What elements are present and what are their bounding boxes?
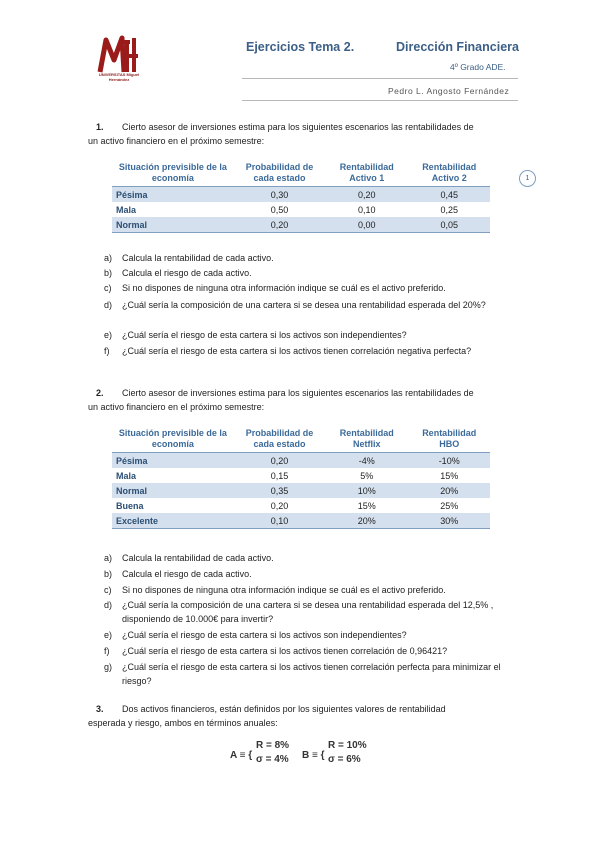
item-letter: c) xyxy=(104,283,112,293)
list-item xyxy=(104,251,524,265)
cell: 10% xyxy=(325,483,408,498)
table-row xyxy=(112,498,490,513)
table-row xyxy=(112,187,490,203)
list-item xyxy=(104,551,524,565)
table-row xyxy=(112,468,490,483)
item-text: ¿Cuál sería la composición de una cartera si se desea una rentabilidad esperada del 12,5% , disponiendo de 10.000€ para invertir? xyxy=(122,600,494,624)
cell: 0,10 xyxy=(234,513,325,529)
item-letter: b) xyxy=(104,569,113,579)
item-letter: a) xyxy=(104,253,113,263)
subject-title: Dirección Financiera xyxy=(396,40,519,54)
ex1-th-1: Probabilidad de cada estado xyxy=(234,160,325,187)
cell: 25% xyxy=(440,500,459,511)
ex2-number: 2. xyxy=(96,388,104,398)
cell: 0,30 xyxy=(234,187,325,203)
item-letter: f) xyxy=(104,346,110,356)
item-text: ¿Cuál sería el riesgo de esta cartera si los activos son independientes? xyxy=(122,630,407,640)
item-letter: c) xyxy=(104,585,112,595)
item-letter: f) xyxy=(104,646,110,656)
cell: 15% xyxy=(357,500,376,511)
ex3-intro-line2: esperada y riesgo, ambos en términos anuales: xyxy=(88,718,278,728)
cell: 15% xyxy=(440,470,459,481)
list-item xyxy=(104,281,524,295)
ex2-th-1: Probabilidad de cada estado xyxy=(234,426,325,453)
item-letter: d) xyxy=(104,600,113,610)
cell: Pésima xyxy=(112,187,234,203)
ex2-table xyxy=(112,426,490,529)
ex1-intro-line1: Cierto asesor de inversiones estima para los siguientes escenarios las rentabilidades de xyxy=(122,122,474,132)
list-item xyxy=(104,266,524,280)
cell: 0,20 xyxy=(325,187,408,203)
list-item xyxy=(104,567,524,581)
list-item xyxy=(104,328,524,342)
ex2-th-3: Rentabilidad HBO xyxy=(408,426,490,453)
header-divider-2 xyxy=(242,100,518,101)
item-text: Calcula la rentabilidad de cada activo. xyxy=(122,553,274,563)
ex1-th-2: Rentabilidad Activo 1 xyxy=(325,160,408,187)
course-label: 4º Grado ADE. xyxy=(450,62,506,72)
formula-a-r: R = 8% xyxy=(256,740,290,751)
table-row xyxy=(112,483,490,498)
logo-text: UNIVERSITAS Miguel Hernández xyxy=(98,72,140,82)
formula-a-label: A ≡ { xyxy=(230,750,253,761)
cell: -10% xyxy=(408,453,490,469)
item-letter: b) xyxy=(104,268,113,278)
cell: 0,50 xyxy=(270,204,289,215)
cell: 30% xyxy=(408,513,490,529)
cell: Pésima xyxy=(112,453,234,469)
item-text: Calcula la rentabilidad de cada activo. xyxy=(122,253,274,263)
page-number: 1 xyxy=(519,170,536,187)
item-text: ¿Cuál sería el riesgo de esta cartera si los activos tienen correlación negativa perfecta? xyxy=(122,346,472,356)
author-name: Pedro L. Angosto Fernández xyxy=(388,86,510,96)
ex1-th-0: Situación previsible de la economía xyxy=(112,160,234,187)
cell: -4% xyxy=(325,453,408,469)
item-letter: d) xyxy=(104,300,113,310)
item-letter: e) xyxy=(104,630,113,640)
cell: Mala xyxy=(116,470,137,481)
ex1-number: 1. xyxy=(96,122,104,132)
list-item xyxy=(104,598,524,626)
item-text: Calcula el riesgo de cada activo. xyxy=(122,569,252,579)
item-text: ¿Cuál sería la composición de una cartera si se desea una rentabilidad esperada del 20%? xyxy=(122,300,486,310)
ex2-intro-line1: Cierto asesor de inversiones estima para los siguientes escenarios las rentabilidades de xyxy=(122,388,474,398)
cell: Buena xyxy=(116,500,144,511)
table-row xyxy=(112,453,490,469)
ex1-intro-line2: un activo financiero en el próximo semestre: xyxy=(88,136,265,146)
table-row xyxy=(112,217,490,233)
item-letter: g) xyxy=(104,662,113,672)
header-divider xyxy=(242,78,518,79)
list-item xyxy=(104,298,524,326)
cell: 20% xyxy=(325,513,408,529)
ex2-intro-line2: un activo financiero en el próximo semestre: xyxy=(88,402,265,412)
item-text: Calcula el riesgo de cada activo. xyxy=(122,268,252,278)
ex3-intro xyxy=(88,702,536,730)
cell: 0,10 xyxy=(358,204,376,215)
list-item xyxy=(104,583,524,597)
item-text: ¿Cuál sería el riesgo de esta cartera si los activos tienen correlación de 0,96421? xyxy=(122,646,448,656)
cell: Normal xyxy=(112,483,234,498)
cell: 0,20 xyxy=(270,500,289,511)
cell: 0,20 xyxy=(234,453,325,469)
formula-b-r: R = 10% xyxy=(328,740,367,751)
item-text: Si no dispones de ninguna otra información indique se cuál es el activo preferido. xyxy=(122,283,446,293)
ex2-th-2: Rentabilidad Netflix xyxy=(325,426,408,453)
cell: 0,15 xyxy=(270,470,289,481)
list-item xyxy=(104,628,524,642)
cell: Normal xyxy=(112,217,234,233)
ex1-table xyxy=(112,160,490,233)
cell: 0,05 xyxy=(408,217,490,233)
cell: 0,45 xyxy=(408,187,490,203)
ex3-number: 3. xyxy=(96,704,104,714)
cell: 0,20 xyxy=(234,217,325,233)
cell: Excelente xyxy=(112,513,234,529)
list-item xyxy=(104,660,524,688)
cell: 0,35 xyxy=(234,483,325,498)
item-text: ¿Cuál sería el riesgo de esta cartera si los activos son independientes? xyxy=(122,330,407,340)
cell: 0,00 xyxy=(325,217,408,233)
list-item xyxy=(104,644,524,658)
cell: 0,25 xyxy=(440,204,458,215)
cell: Mala xyxy=(116,204,137,215)
ex2-th-0: Situación previsible de la economía xyxy=(112,426,234,453)
ex1-intro xyxy=(88,120,536,148)
formula-b-s: σ = 6% xyxy=(328,754,361,765)
ex1-th-3: Rentabilidad Activo 2 xyxy=(408,160,490,187)
list-item xyxy=(104,344,524,358)
item-letter: a) xyxy=(104,553,113,563)
item-text: ¿Cuál sería el riesgo de esta cartera si los activos tienen correlación perfecta para minimizar el riesgo? xyxy=(122,662,501,686)
formula-b-label: B ≡ { xyxy=(302,750,325,761)
item-text: Si no dispones de ninguna otra información indique se cuál es el activo preferido. xyxy=(122,585,446,595)
cell: 5% xyxy=(360,470,374,481)
cell: 20% xyxy=(408,483,490,498)
ex3-intro-line1: Dos activos financieros, están definidos por los siguientes valores de rentabilidad xyxy=(122,704,446,714)
item-letter: e) xyxy=(104,330,113,340)
table-row xyxy=(112,202,490,217)
doc-title: Ejercicios Tema 2. xyxy=(246,40,355,54)
ex2-intro xyxy=(88,386,536,414)
formula-a-s: σ = 4% xyxy=(256,754,289,765)
table-row xyxy=(112,513,490,529)
